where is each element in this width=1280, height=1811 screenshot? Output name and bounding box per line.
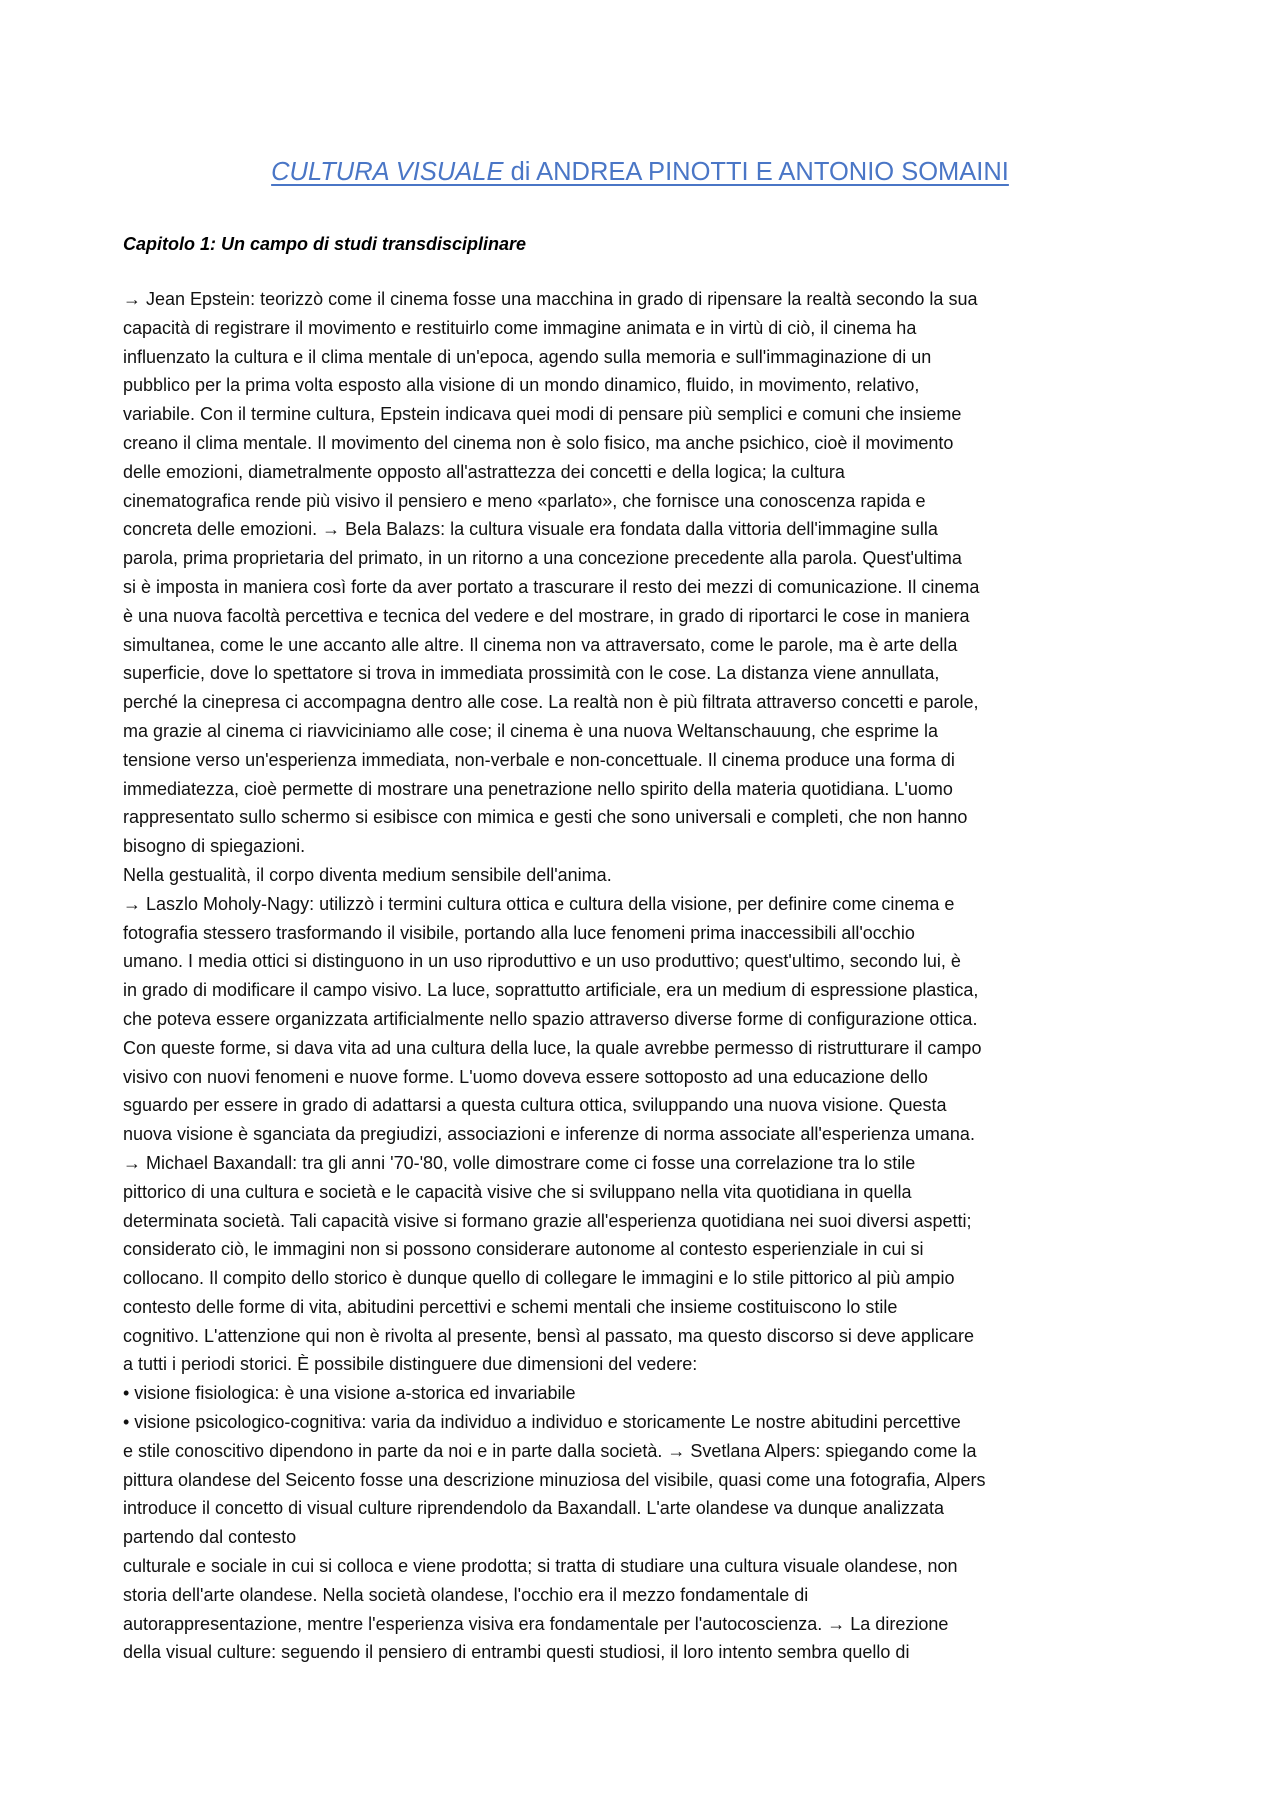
text-line: della visual culture: seguendo il pensiero di entrambi questi studiosi, il loro intento sembra quello di <box>123 1642 910 1663</box>
text-line: contesto delle forme di vita, abitudini percettivi e schemi mentali che insieme costituiscono lo stile <box>123 1296 898 1317</box>
text-line: fotografia stessero trasformando il visibile, portando alla luce fenomeni prima inaccessibili all'occhio <box>123 922 915 943</box>
text-line: autorappresentazione, mentre l'esperienza visiva era fondamentale per l'autocoscienza. → La direzione <box>123 1613 949 1634</box>
text-line: culturale e sociale in cui si colloca e viene prodotta; si tratta di studiare una cultura visuale olandese, non <box>123 1556 958 1577</box>
text-line: nuova visione è sganciata da pregiudizi, associazioni e inferenze di norma associate all'esperienza umana. <box>123 1124 975 1145</box>
text-line: bisogno di spiegazioni. <box>123 836 306 857</box>
text-line: cognitivo. L'attenzione qui non è rivolta al presente, bensì al passato, ma questo discorso si deve applicare <box>123 1325 974 1346</box>
text-line: rappresentato sullo schermo si esibisce con mimica e gesti che sono universali e completi, che non hanno <box>123 807 968 828</box>
text-line: simultanea, come le une accanto alle altre. Il cinema non va attraversato, come le parole, ma è arte della <box>123 634 958 655</box>
text-line: che poteva essere organizzata artificialmente nello spazio attraverso diverse forme di configurazione ottica. <box>123 1008 978 1029</box>
text-line: introduce il concetto di visual culture riprendendolo da Baxandall. L'arte olandese va dunque analizzata <box>123 1498 944 1519</box>
text-line: Con queste forme, si dava vita ad una cultura della luce, la quale avrebbe permesso di ristrutturare il campo <box>123 1037 982 1058</box>
text-line: creano il clima mentale. Il movimento del cinema non è solo fisico, ma anche psichico, cioè il movimento <box>123 432 954 453</box>
text-line: collocano. Il compito dello storico è dunque quello di collegare le immagini e lo stile pittorico al più ampio <box>123 1268 955 1289</box>
text-line: concreta delle emozioni. → Bela Balazs: la cultura visuale era fondata dalla vittoria dell'immagine sulla <box>123 519 938 540</box>
text-line: pittorico di una cultura e società e le capacità visive che si sviluppano nella vita quotidiana in quella <box>123 1181 912 1202</box>
text-line: tensione verso un'esperienza immediata, non-verbale e non-concettuale. Il cinema produce una forma di <box>123 749 955 770</box>
text-line: Nella gestualità, il corpo diventa medium sensibile dell'anima. <box>123 864 612 885</box>
text-line: visivo con nuovi fenomeni e nuove forme. L'uomo doveva essere sottoposto ad una educazione dello <box>123 1066 928 1087</box>
text-line: influenzato la cultura e il clima mentale di un'epoca, agendo sulla memoria e sull'immaginazione di un <box>123 346 932 367</box>
body-text <box>123 285 1163 1667</box>
text-line: → Jean Epstein: teorizzò come il cinema fosse una macchina in grado di ripensare la realtà secondo la sua <box>123 289 978 309</box>
text-line: a tutti i periodi storici. È possibile distinguere due dimensioni del vedere: <box>123 1354 698 1375</box>
text-line: ma grazie al cinema ci riavviciniamo alle cose; il cinema è una nuova Weltanschauung, che esprime la <box>123 720 939 741</box>
text-line: e stile conoscitivo dipendono in parte da noi e in parte dalla società. → Svetlana Alpers: spiegando come la <box>123 1440 977 1461</box>
text-line: pittura olandese del Seicento fosse una descrizione minuziosa del visibile, quasi come una fotografia, Alpers <box>123 1469 986 1490</box>
text-line: immediatezza, cioè permette di mostrare una penetrazione nello spirito della materia quotidiana. L'uomo <box>123 778 953 799</box>
text-line: → Michael Baxandall: tra gli anni '70-'80, volle dimostrare come ci fosse una correlazione tra lo stile <box>123 1152 916 1173</box>
text-line: partendo dal contesto <box>123 1527 297 1548</box>
text-line: • visione psicologico-cognitiva: varia da individuo a individuo e storicamente Le nostre abitudini percettive <box>123 1412 961 1433</box>
chapter-heading: Capitolo 1: Un campo di studi transdisciplinare <box>123 234 527 254</box>
title-authors: di ANDREA PINOTTI E ANTONIO SOMAINI <box>503 158 1009 186</box>
text-line: • visione fisiologica: è una visione a-storica ed invariabile <box>123 1383 576 1404</box>
text-line: determinata società. Tali capacità visive si formano grazie all'esperienza quotidiana nei suoi diversi aspetti; <box>123 1210 972 1231</box>
text-line: delle emozioni, diametralmente opposto all'astrattezza dei concetti e della logica; la cultura <box>123 461 845 482</box>
text-line: sguardo per essere in grado di adattarsi a questa cultura ottica, sviluppando una nuova visione. Questa <box>123 1095 947 1116</box>
text-line: cinematografica rende più visivo il pensiero e meno «parlato», che fornisce una conoscenza rapida e <box>123 490 926 511</box>
text-line: si è imposta in maniera così forte da aver portato a trascurare il resto dei mezzi di comunicazione. Il cinema <box>123 576 980 597</box>
text-line: considerato ciò, le immagini non si possono considerare autonome al contesto esperienziale in cui si <box>123 1239 924 1260</box>
page-title <box>0 156 1280 188</box>
text-line: perché la cinepresa ci accompagna dentro alle cose. La realtà non è più filtrata attraverso concetti e parole, <box>123 692 979 713</box>
text-line: variabile. Con il termine cultura, Epstein indicava quei modi di pensare più semplici e comuni che insieme <box>123 404 962 425</box>
title-book-name: CULTURA VISUALE <box>271 158 504 186</box>
text-line: storia dell'arte olandese. Nella società olandese, l'occhio era il mezzo fondamentale di <box>123 1584 809 1605</box>
text-line: superficie, dove lo spettatore si trova in immediata prossimità con le cose. La distanza viene annullata, <box>123 663 940 684</box>
text-line: in grado di modificare il campo visivo. La luce, soprattutto artificiale, era un medium di espressione plastica, <box>123 980 979 1001</box>
text-line: → Laszlo Moholy-Nagy: utilizzò i termini cultura ottica e cultura della visione, per definire come cinema e <box>123 893 955 914</box>
text-line: parola, prima proprietaria del primato, in un ritorno a una concezione precedente alla parola. Quest'ultima <box>123 548 962 569</box>
text-line: umano. I media ottici si distinguono in un uso riproduttivo e un uso produttivo; quest'ultimo, secondo lui, è <box>123 951 961 972</box>
text-line: è una nuova facoltà percettiva e tecnica del vedere e del mostrare, in grado di riportarci le cose in maniera <box>123 605 970 626</box>
text-line: capacità di registrare il movimento e restituirlo come immagine animata e in virtù di ciò, il cinema ha <box>123 317 917 338</box>
text-line: pubblico per la prima volta esposto alla visione di un mondo dinamico, fluido, in movimento, relativo, <box>123 375 920 396</box>
